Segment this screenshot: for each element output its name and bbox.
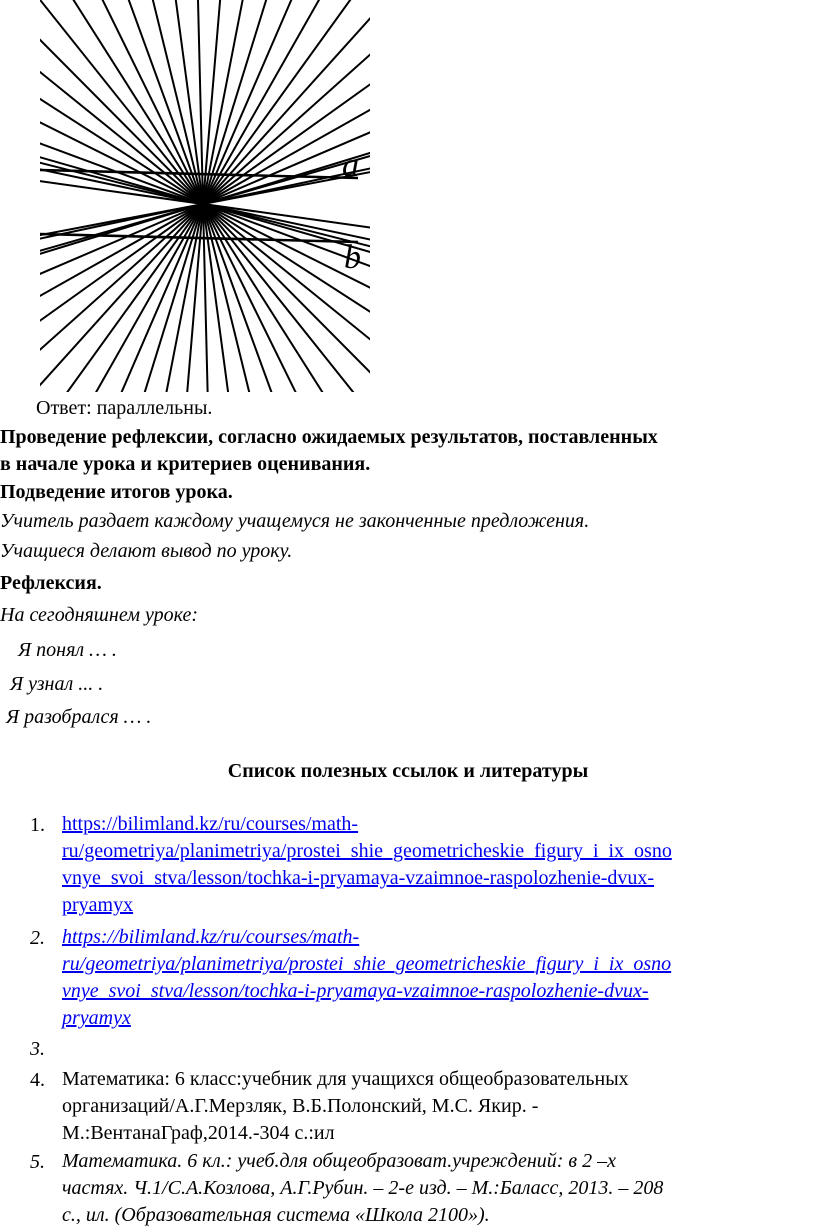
ref-line: Математика: 6 класс:учебник для учащихся общеобразовательных: [62, 1068, 629, 1090]
ref-line: pryamyx: [62, 894, 134, 916]
heading-reflexia: Рефлексия.: [0, 572, 102, 594]
ref-number: 3.: [30, 1038, 45, 1060]
ref-line: pryamyx: [62, 1007, 131, 1029]
ref-number: 4.: [30, 1069, 45, 1091]
ref-number: 1.: [30, 814, 45, 836]
ref-line: организаций/А.Г.Мерзляк, В.Б.Полонский, М.С. Якир. -: [62, 1095, 539, 1117]
ref-item-5: [62, 1148, 814, 1229]
ref-item-1: [62, 811, 814, 919]
ref-line: https://bilimland.kz/ru/courses/math-: [62, 813, 359, 835]
line-b-label: b: [344, 239, 361, 276]
line-a-label: a: [342, 147, 359, 184]
ref-line: с., ил. (Образовательная система «Школа 2100»).: [62, 1204, 490, 1226]
heading-reflection-line-1: Проведение рефлексии, согласно ожидаемых результатов, поставленных: [0, 426, 658, 448]
ref-item-4: [62, 1066, 814, 1147]
heading-reflection-line-2: в начале урока и критериев оценивания.: [0, 453, 371, 475]
ref-number: 2.: [30, 927, 45, 949]
ref-line: М.:ВентанаГраф,2014.-304 с.:ил: [62, 1122, 335, 1144]
ray-line: [40, 0, 370, 395]
phrase-figured-out: Я разобрался … .: [6, 706, 152, 728]
ray-bundle: [40, 0, 370, 395]
ref-line: частях. Ч.1/С.А.Козлова, А.Г.Рубин. – 2-е изд. – М.:Баласс, 2013. – 208: [62, 1177, 664, 1199]
ref-line: ru/geometriya/planimetriya/prostei_shie_geometricheskie_figury_i_ix_osno: [62, 840, 672, 862]
phrase-understood: Я понял … .: [18, 639, 117, 661]
ref-item-2: [62, 924, 814, 1032]
ref-line: ru/geometriya/planimetriya/prostei_shie_geometricheskie_figury_i_ix_osno: [62, 953, 672, 975]
ref-line: vnye_svoi_stva/lesson/tochka-i-pryamaya-vzaimnoe-raspolozhenie-dvux-: [62, 867, 655, 889]
today-lesson: На сегодняшнем уроке:: [0, 604, 198, 626]
heading-summary: Подведение итогов урока.: [0, 481, 233, 503]
phrase-learned: Я узнал ... .: [10, 673, 104, 695]
lines-through-point-figure: [40, 0, 370, 395]
answer-text: Ответ: параллельны.: [36, 397, 213, 419]
ref-line: https://bilimland.kz/ru/courses/math-: [62, 926, 360, 948]
ref-link-1[interactable]: [62, 813, 672, 916]
references-title: Список полезных ссылок и литературы: [227, 760, 589, 782]
ref-line: Математика. 6 кл.: учеб.для общеобразоват.учреждений: в 2 –х: [62, 1150, 616, 1172]
summary-line-2: Учащиеся делают вывод по уроку.: [0, 540, 293, 562]
ref-number: 5.: [30, 1151, 45, 1173]
summary-line-1: Учитель раздает каждому учащемуся не законченные предложения.: [0, 510, 590, 532]
ref-line: vnye_svoi_stva/lesson/tochka-i-pryamaya-vzaimnoe-raspolozhenie-dvux-: [62, 980, 649, 1002]
ref-link-2[interactable]: [62, 926, 671, 1029]
